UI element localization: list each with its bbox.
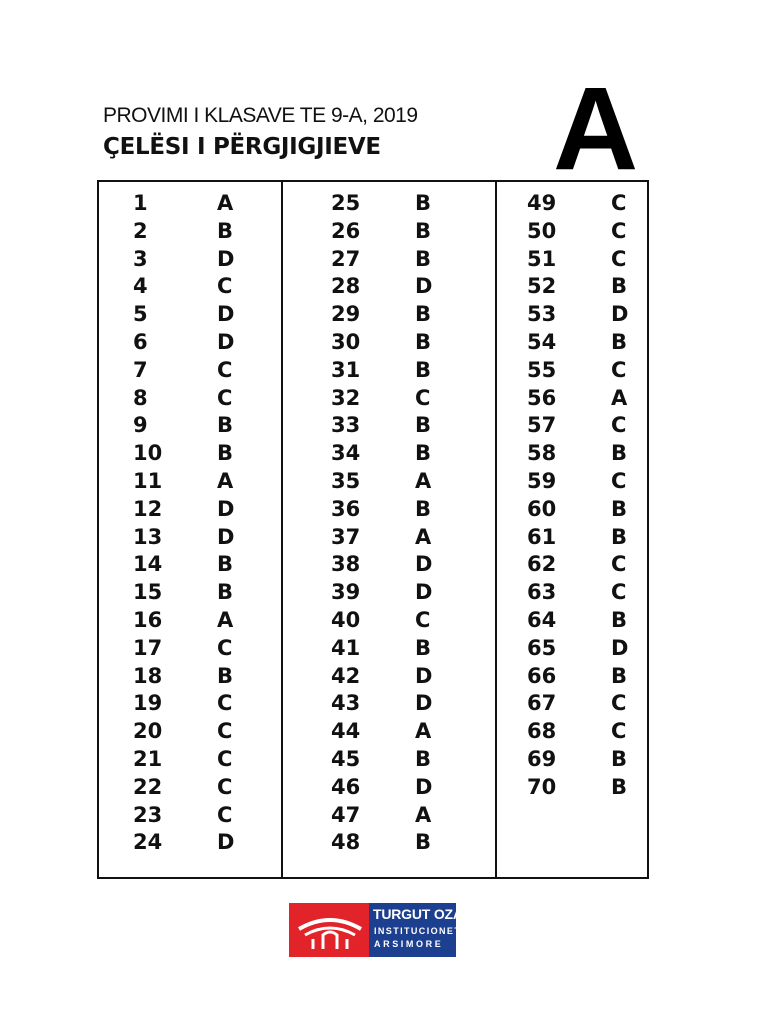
answer-row [331,774,471,802]
question-number: 43 [331,691,361,716]
answer-letter: B [611,524,628,549]
question-number: 28 [331,274,361,299]
page-subtitle: ÇELËSI I PËRGJIGJIEVE [103,134,381,160]
answer-row [133,635,273,663]
question-number: 62 [527,552,557,577]
answer-letter: C [415,607,431,632]
answer-row [133,551,273,579]
answer-row [331,301,471,329]
arch-emblem-icon [295,909,365,951]
answer-row [133,690,273,718]
question-number: 25 [331,191,361,215]
question-number: 27 [331,246,361,271]
question-number: 49 [527,191,557,215]
question-number: 9 [133,413,148,438]
answer-row [527,607,637,635]
answer-letter: C [611,691,627,716]
answer-row [527,774,637,802]
answer-letter: C [611,719,627,744]
answer-row [527,218,637,246]
answer-row [331,663,471,691]
answer-row [527,635,637,663]
question-number: 33 [331,413,361,438]
question-number: 67 [527,691,557,716]
question-number: 20 [133,719,163,744]
answer-letter: A [415,719,432,744]
question-number: 45 [331,746,361,771]
answer-letter: B [611,329,628,354]
answer-row [331,579,471,607]
logo-name: TURGUT OZAL [373,906,472,922]
school-logo [289,903,472,957]
answer-row [331,357,471,385]
question-number: 51 [527,246,557,271]
answer-letter: C [217,802,233,827]
question-number: 11 [133,468,163,493]
question-number: 70 [527,774,557,799]
page-title: PROVIMI I KLASAVE TE 9-A, 2019 [103,104,418,127]
answer-letter: C [217,691,233,716]
question-number: 40 [331,607,361,632]
answer-letter: C [611,552,627,577]
question-number: 5 [133,302,148,327]
answer-row [331,385,471,413]
answer-row [133,607,273,635]
answer-row [133,746,273,774]
answer-letter: A [217,468,234,493]
answer-letter: D [611,635,629,660]
question-number: 31 [331,357,361,382]
answer-row [133,663,273,691]
question-number: 30 [331,329,361,354]
answer-letter: C [611,357,627,382]
answer-row [133,273,273,301]
answer-letter: D [415,580,433,605]
answer-letter: B [415,302,432,327]
answer-row [331,218,471,246]
question-number: 6 [133,329,148,354]
answer-letter: D [217,496,235,521]
answer-letter: D [415,774,433,799]
question-number: 18 [133,663,163,688]
question-number: 13 [133,524,163,549]
answer-letter: B [415,357,432,382]
question-number: 59 [527,468,557,493]
answer-row [331,190,471,218]
answer-row [133,190,273,218]
answer-letter: B [415,246,432,271]
answer-row [133,802,273,830]
question-number: 8 [133,385,148,410]
answer-row [331,412,471,440]
question-number: 7 [133,357,148,382]
answer-letter: C [611,246,627,271]
question-number: 64 [527,607,557,632]
answer-letter: B [415,635,432,660]
answer-letter: D [611,302,629,327]
answer-letter: B [415,496,432,521]
answer-letter: C [611,413,627,438]
version-letter: A [553,63,639,195]
question-number: 42 [331,663,361,688]
answer-letter: D [415,663,433,688]
answer-letter: B [217,413,234,438]
answer-row [331,468,471,496]
answer-row [133,718,273,746]
answer-row [331,690,471,718]
answer-row [527,690,637,718]
answer-letter: B [611,607,628,632]
answer-row [133,412,273,440]
answer-letter: B [611,746,628,771]
question-number: 10 [133,441,163,466]
question-number: 58 [527,441,557,466]
answer-letter: B [415,413,432,438]
question-number: 48 [331,830,361,855]
question-number: 61 [527,524,557,549]
question-number: 41 [331,635,361,660]
answer-letter: D [217,246,235,271]
answer-row [133,246,273,274]
answer-letter: C [217,385,233,410]
answer-row [527,524,637,552]
answer-column-3 [527,190,637,802]
answer-row [133,774,273,802]
column-divider [495,182,497,877]
answer-row [133,496,273,524]
answer-letter: B [611,774,628,799]
answer-row [527,273,637,301]
answer-letter: B [415,830,432,855]
question-number: 4 [133,274,148,299]
answer-row [331,246,471,274]
question-number: 38 [331,552,361,577]
question-number: 14 [133,552,163,577]
answer-row [133,829,273,857]
question-number: 3 [133,246,148,271]
answer-letter: B [415,441,432,466]
question-number: 29 [331,302,361,327]
answer-row [133,468,273,496]
answer-row [133,301,273,329]
question-number: 68 [527,719,557,744]
answer-letter: A [415,524,432,549]
answer-row [133,524,273,552]
answer-letter: C [217,719,233,744]
answer-letter: C [611,580,627,605]
answer-row [527,190,637,218]
question-number: 37 [331,524,361,549]
answer-row [527,357,637,385]
answer-letter: C [415,385,431,410]
answer-letter: A [217,191,234,215]
answer-row [527,440,637,468]
answer-letter: D [415,691,433,716]
answer-letter: B [611,274,628,299]
question-number: 57 [527,413,557,438]
answer-row [331,551,471,579]
question-number: 47 [331,802,361,827]
answer-row [527,718,637,746]
answer-row [331,607,471,635]
answer-letter: A [415,468,432,493]
question-number: 16 [133,607,163,632]
answer-letter: B [415,746,432,771]
answer-column-1 [133,190,273,857]
answer-row [133,385,273,413]
answer-row [331,829,471,857]
answer-row [527,301,637,329]
answer-letter: D [415,552,433,577]
answer-row [527,551,637,579]
question-number: 19 [133,691,163,716]
answer-row [527,579,637,607]
logo-subtitle: INSTITUCIONET [374,926,462,936]
question-number: 65 [527,635,557,660]
answer-letter: A [611,385,628,410]
question-number: 53 [527,302,557,327]
answer-letter: A [217,607,234,632]
question-number: 52 [527,274,557,299]
answer-letter: B [217,218,234,243]
answer-letter: B [415,218,432,243]
answer-row [331,746,471,774]
answer-letter: C [217,357,233,382]
answer-row [527,663,637,691]
answer-letter: D [217,302,235,327]
answer-letter: B [611,496,628,521]
question-number: 34 [331,441,361,466]
question-number: 22 [133,774,163,799]
question-number: 21 [133,746,163,771]
answer-row [133,218,273,246]
question-number: 24 [133,830,163,855]
answer-letter: B [217,580,234,605]
column-divider [281,182,283,877]
question-number: 2 [133,218,148,243]
question-number: 69 [527,746,557,771]
question-number: 39 [331,580,361,605]
question-number: 26 [331,218,361,243]
answer-letter: C [611,468,627,493]
question-number: 63 [527,580,557,605]
answer-row [527,385,637,413]
answer-letter: A [415,802,432,827]
answer-row [331,440,471,468]
answer-column-2 [331,190,471,857]
question-number: 15 [133,580,163,605]
question-number: 23 [133,802,163,827]
answer-letter: B [611,663,628,688]
answer-row [331,635,471,663]
answer-row [331,496,471,524]
answer-letter: B [611,441,628,466]
question-number: 1 [133,191,148,215]
answer-letter: C [217,774,233,799]
answer-letter: B [415,329,432,354]
question-number: 35 [331,468,361,493]
logo-subtitle-2: ARSIMORE [374,939,444,949]
answer-row [331,802,471,830]
question-number: 66 [527,663,557,688]
answer-key-table [97,180,649,879]
answer-letter: B [217,663,234,688]
question-number: 17 [133,635,163,660]
answer-letter: C [217,274,233,299]
answer-row [527,412,637,440]
question-number: 50 [527,218,557,243]
answer-row [527,746,637,774]
answer-row [331,273,471,301]
answer-letter: C [217,746,233,771]
answer-row [527,246,637,274]
answer-letter: C [217,635,233,660]
answer-row [527,496,637,524]
answer-letter: D [217,329,235,354]
answer-letter: D [217,524,235,549]
question-number: 54 [527,329,557,354]
question-number: 46 [331,774,361,799]
answer-letter: B [217,441,234,466]
answer-letter: D [415,274,433,299]
answer-row [331,524,471,552]
answer-row [133,579,273,607]
answer-letter: D [217,830,235,855]
answer-letter: B [415,191,432,215]
question-number: 32 [331,385,361,410]
answer-letter: C [611,218,627,243]
answer-letter: B [217,552,234,577]
answer-row [331,718,471,746]
question-number: 56 [527,385,557,410]
answer-row [331,329,471,357]
answer-row [527,468,637,496]
question-number: 12 [133,496,163,521]
answer-row [133,357,273,385]
question-number: 44 [331,719,361,744]
question-number: 55 [527,357,557,382]
question-number: 60 [527,496,557,521]
question-number: 36 [331,496,361,521]
answer-row [527,329,637,357]
answer-letter: C [611,191,627,215]
answer-row [133,440,273,468]
answer-row [133,329,273,357]
